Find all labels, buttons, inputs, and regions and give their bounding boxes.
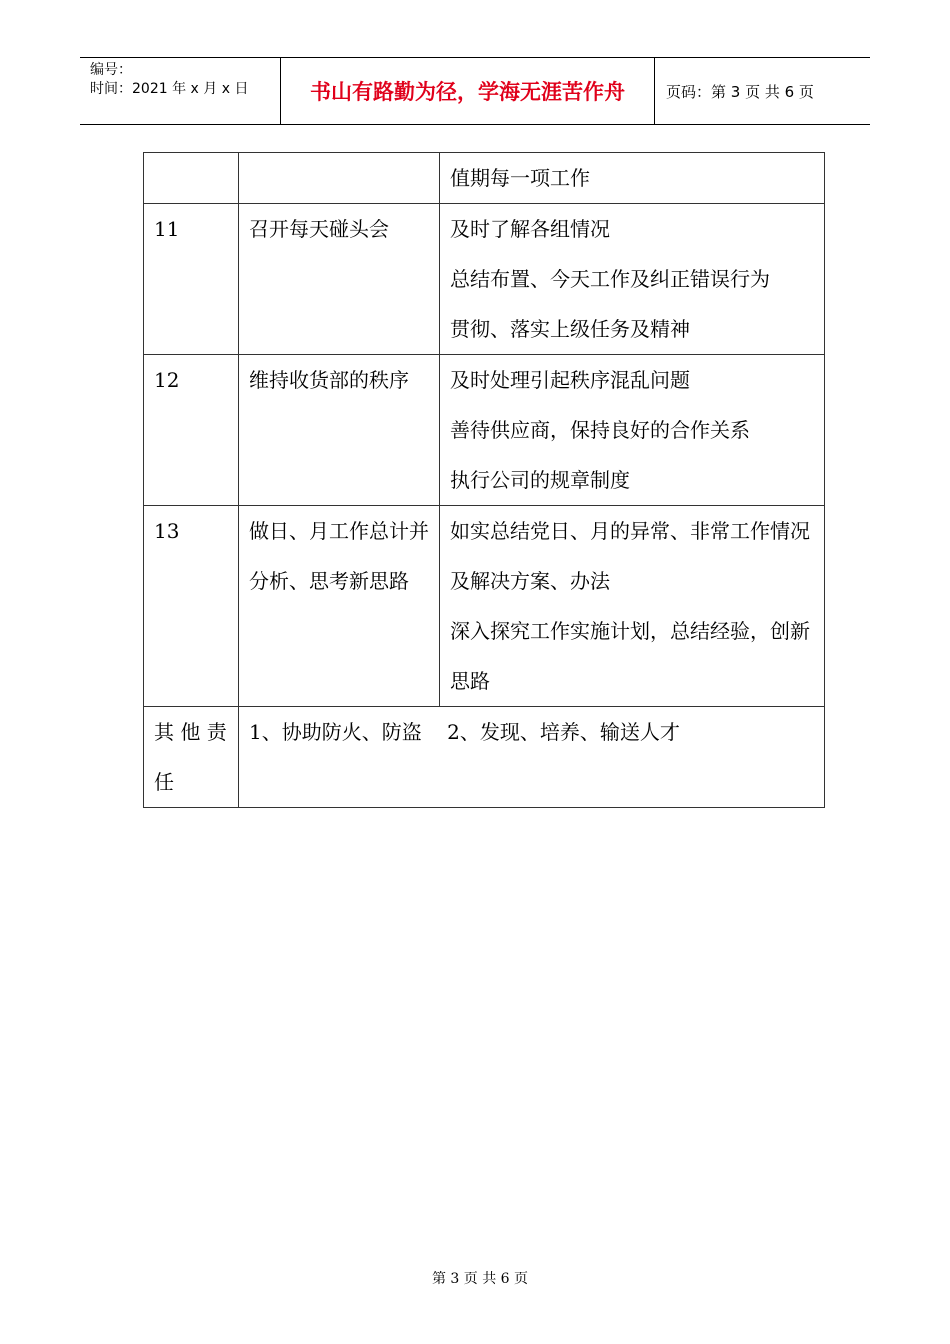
detail-line: 深入探究工作实施计划，总结经验，创新思路 [450,619,810,693]
table-row [144,355,825,506]
header-meta [80,58,281,124]
table-row [144,506,825,707]
row-details [440,355,825,506]
table-row [144,204,825,355]
row-task: 做日、月工作总计并分析、思考新思路 [239,506,440,707]
other-label: 其 他 责 任 [144,707,239,808]
responsibility-table [143,152,825,808]
detail-line: 如实总结党日、月的异常、非常工作情况及解决方案、办法 [450,519,810,593]
row-task: 维持收货部的秩序 [239,355,440,506]
detail-line: 值期每一项工作 [450,166,590,190]
detail-line: 善待供应商，保持良好的合作关系 [450,418,750,442]
row-number [144,153,239,204]
row-details [440,204,825,355]
row-number: 13 [144,506,239,707]
header-time-label: 时间：2021 年 x 月 x 日 [90,81,249,97]
header-page-info: 页码：第 3 页 共 6 页 [666,82,814,101]
detail-line: 及时了解各组情况 [450,217,610,241]
table-row [144,153,825,204]
detail-line: 贯彻、落实上级任务及精神 [450,317,690,341]
row-details [440,153,825,204]
row-details [440,506,825,707]
table-row-other [144,707,825,808]
row-number: 11 [144,204,239,355]
detail-line: 及时处理引起秩序混乱问题 [450,368,690,392]
detail-line: 执行公司的规章制度 [450,468,630,492]
document-header [80,57,870,125]
detail-line: 总结布置、今天工作及纠正错误行为 [450,267,770,291]
other-content: 1、协助防火、防盗 2、发现、培养、输送人才 [239,707,825,808]
header-motto: 书山有路勤为径，学海无涯苦作舟 [281,58,655,124]
page-footer: 第 3 页 共 6 页 [431,1271,529,1287]
header-number-label: 编号： [90,62,132,78]
row-task [239,153,440,204]
row-task: 召开每天碰头会 [239,204,440,355]
row-number: 12 [144,355,239,506]
